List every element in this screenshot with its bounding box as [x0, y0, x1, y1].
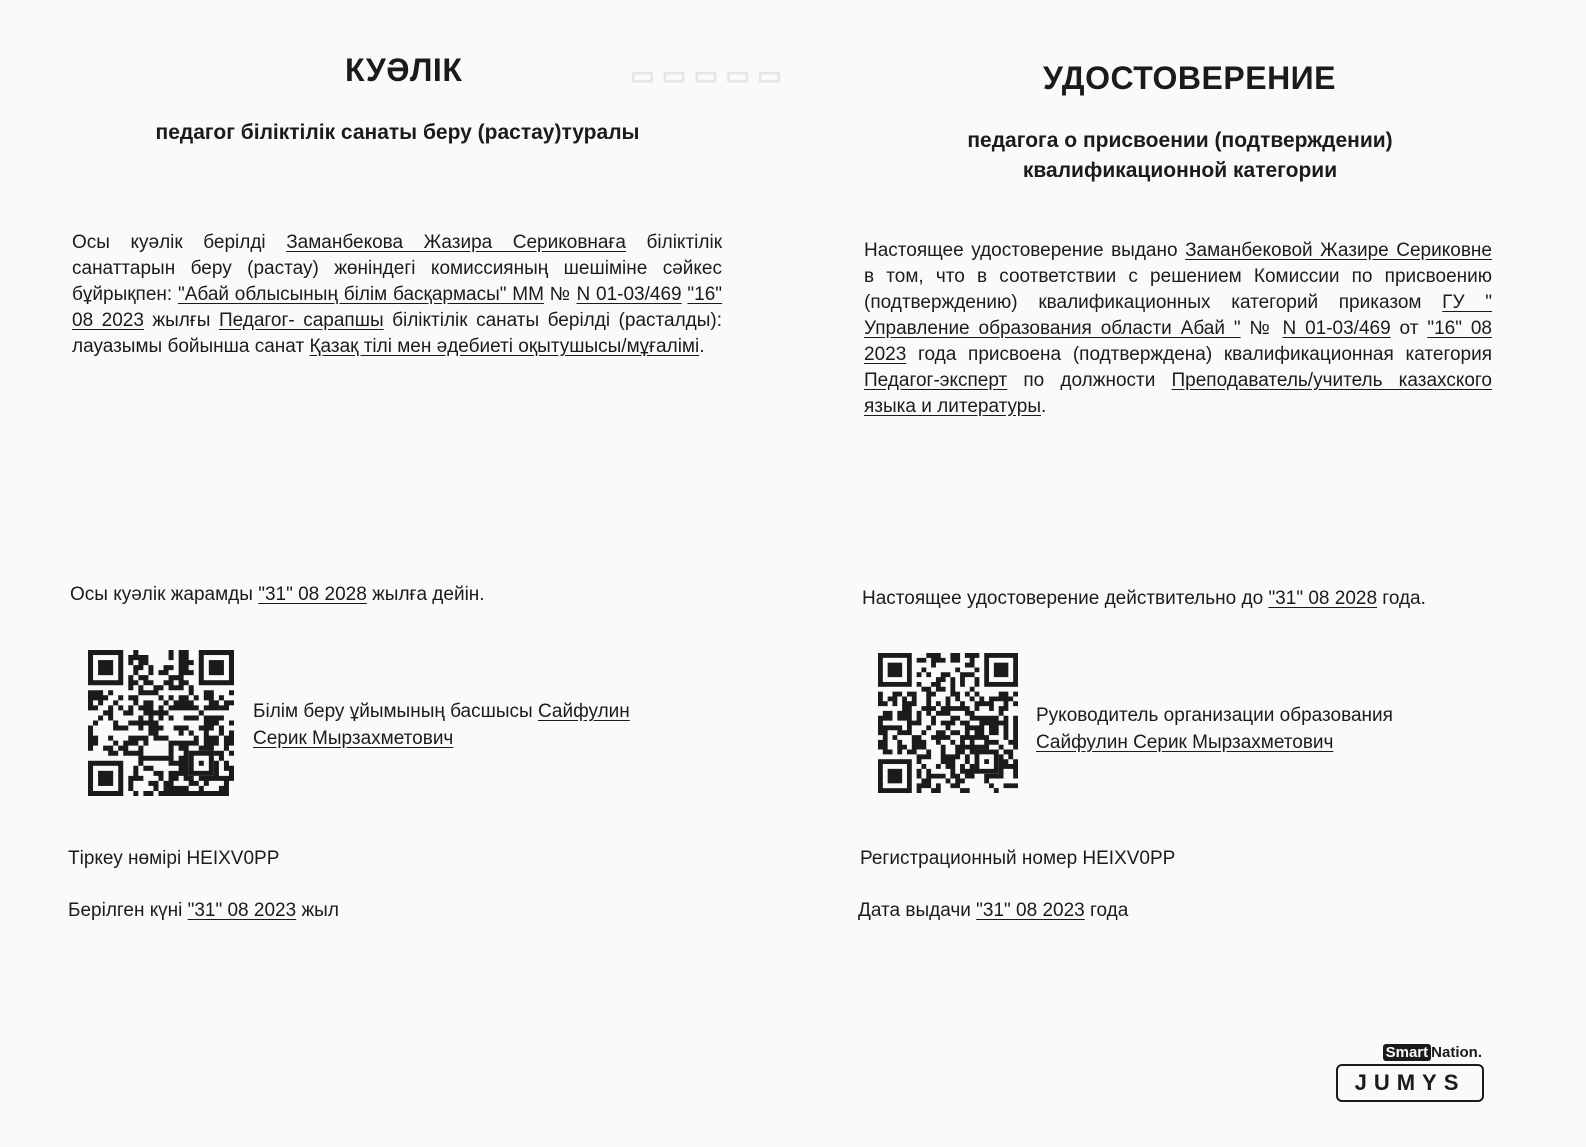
ru-recipient-name: Заманбековой Жазире Сериковне: [1185, 240, 1492, 261]
kz-signatory-name: Сайфулин Серик Мырзахметович: [253, 701, 630, 749]
kz-category: Педагог- сарапшы: [218, 310, 384, 331]
kz-issue-date: Берілген күні "31" 08 2023 жыл: [68, 900, 339, 921]
kz-issue-date-value: "31" 08 2023: [187, 900, 297, 921]
kz-title: КУӘЛІК: [345, 52, 463, 88]
kz-order-number: N 01-03/469: [576, 284, 682, 305]
kz-body-paragraph: Осы куәлік берілді Заманбекова Жазира Сериковнаға біліктілік санаттарын беру (растау) жөніндегі комиссияның шешіміне сәйкес бұйрықпен: "Абай облысының білім басқармасы" ММ № N 01-03/469 "16" 08 2023 жылғы Педагог- сарапшы біліктілік санаты берілді (расталды): лауазымы бойынша санат Қазақ тілі мен әдебиеті оқытушысы/мұғалімі.: [72, 232, 723, 357]
ru-signatory-name: Сайфулин Серик Мырзахметович: [1036, 732, 1334, 753]
kz-issuing-org: "Абай облысының білім басқармасы" ММ: [177, 284, 544, 305]
kz-subtitle: педагог біліктілік санаты беру (растау)туралы: [155, 121, 640, 144]
kz-qr-code: [88, 650, 234, 796]
ru-title: УДОСТОВЕРЕНИЕ: [1043, 60, 1337, 96]
ru-qr-code: [878, 652, 1018, 794]
ru-subtitle: педагога о присвоении (подтверждении) квалификационной категории: [967, 129, 1393, 182]
kz-position: Қазақ тілі мен әдебиеті оқытушысы/мұғалімі: [309, 336, 700, 357]
ru-validity-date: "31" 08 2028: [1268, 588, 1378, 609]
ru-order-number: N 01-03/469: [1282, 318, 1391, 339]
ru-category: Педагог-эксперт: [864, 370, 1008, 391]
ru-body-paragraph: Настоящее удостоверение выдано Заманбековой Жазире Сериковне в том, что в соответствии с решением Комиссии по присвоению (подтверждению) квалификационных категорий приказом ГУ " Управление образования области Абай " № N 01-03/469 от "16" 08 2023 года присвоена (подтверждена) квалификационная категория Педагог-эксперт по должности Преподаватель/учитель казахского языка и литературы.: [864, 240, 1492, 417]
bleed-through-ghost: ▭ ▭ ▭ ▭ ▭: [630, 60, 782, 90]
ru-validity: Настоящее удостоверение действительно до "31" 08 2028 года.: [862, 588, 1426, 609]
ru-issue-date-value: "31" 08 2023: [976, 900, 1085, 921]
ru-issuing-org: ГУ " Управление образования области Абай ": [864, 292, 1492, 339]
kz-signatory: Білім беру ұйымының басшысы Сайфулин Серик Мырзахметович: [253, 701, 630, 749]
ru-issue-date: Дата выдачи "31" 08 2023 года: [858, 900, 1129, 921]
ru-signatory-title: Руководитель организации образования: [1036, 705, 1393, 726]
kz-recipient-name: Заманбекова Жазира Сериковнаға: [286, 232, 626, 253]
ru-position: Преподаватель/учитель казахского языка и литературы: [864, 370, 1492, 417]
kz-validity: Осы куәлік жарамды "31" 08 2028 жылға дейін.: [70, 584, 485, 605]
ru-registration-number: Регистрационный номер HEIXV0PP: [860, 848, 1176, 869]
kz-validity-date: "31" 08 2028: [258, 584, 367, 605]
kz-registration-number: Тіркеу нөмірі HEIXV0PP: [68, 848, 280, 869]
ru-signatory: [1036, 702, 1456, 756]
ru-order-date: "16" 08 2023: [864, 318, 1492, 365]
smartnation-jumys-logo: Smart Nation. JUMYS: [1336, 1044, 1488, 1106]
kz-order-date: "16" 08 2023: [72, 284, 723, 331]
